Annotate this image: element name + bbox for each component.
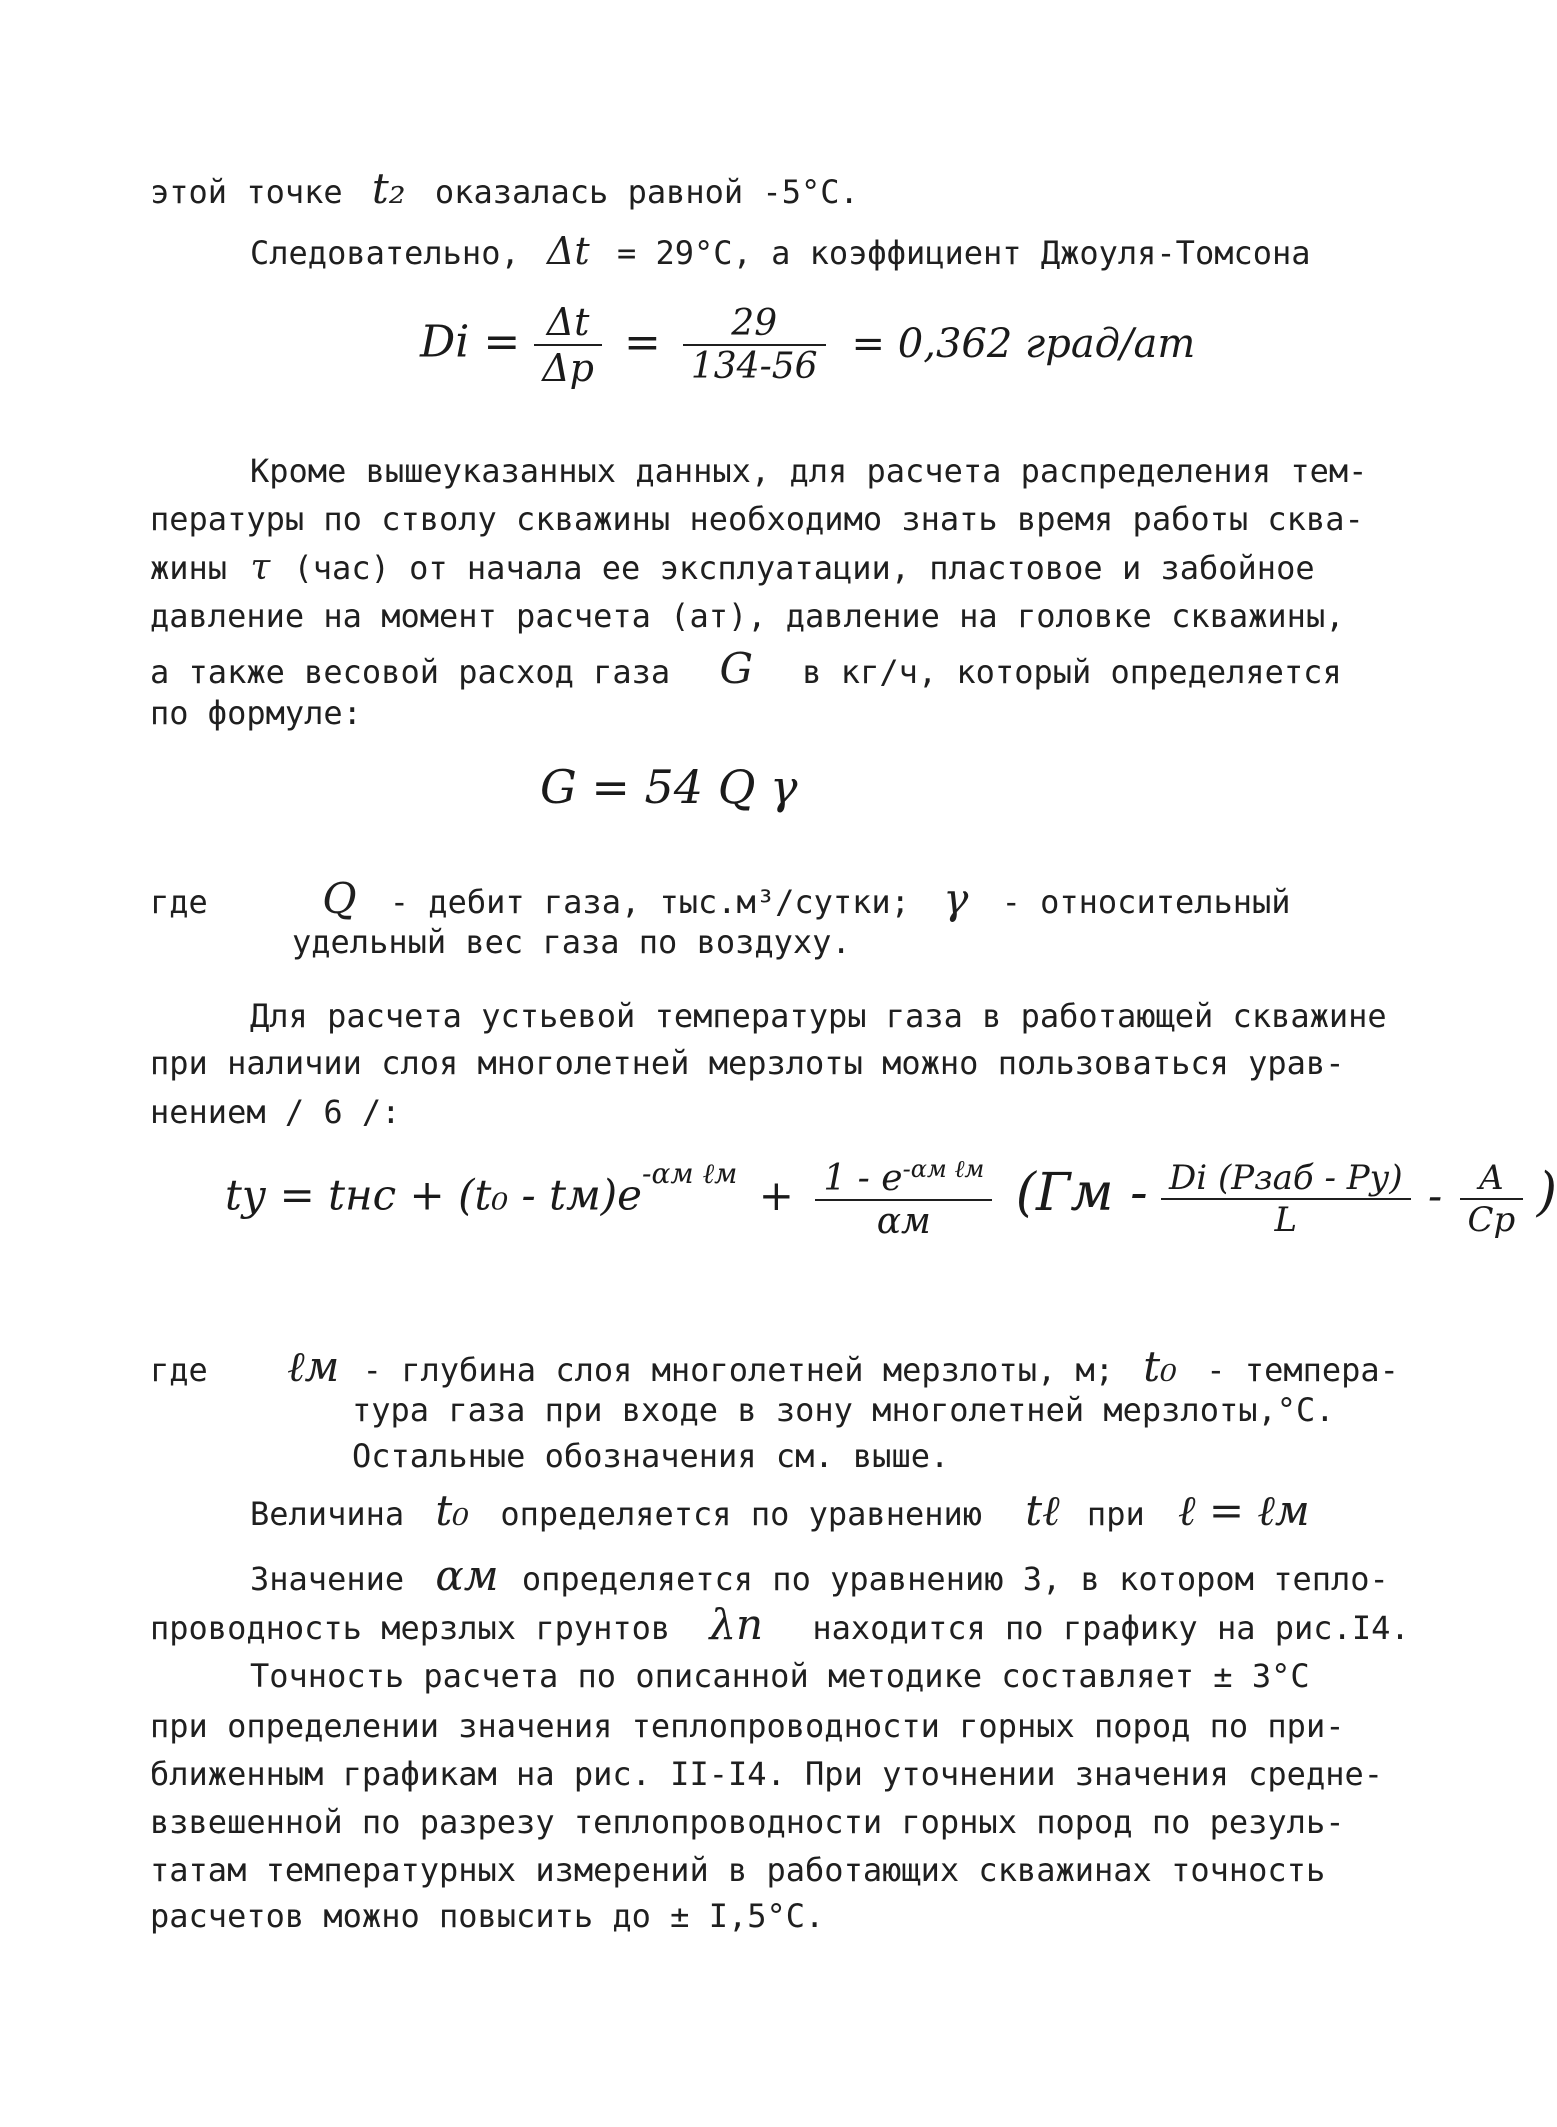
text-line: по формуле:: [150, 694, 362, 732]
text-fragment: (час) от начала ее эксплуатации, пластовое и забойное: [293, 549, 1315, 587]
parenthesis-open: (Гм -: [1015, 1162, 1148, 1223]
text-line: татам температурных измерений в работающих скважинах точность: [150, 1851, 1326, 1889]
formula-gas-flow: G = 54 Q γ: [540, 760, 798, 814]
symbol-gamma: γ: [943, 874, 969, 923]
text-fragment: - темпера-: [1206, 1351, 1399, 1389]
text-fragment: Следовательно,: [250, 234, 520, 272]
symbol-l-eq-lm: ℓ = ℓм: [1177, 1486, 1310, 1535]
symbol-lambda-p: λп: [709, 1600, 764, 1649]
minus-sign: -: [1427, 1170, 1443, 1220]
symbol-l-m: ℓм: [287, 1342, 340, 1391]
text-line: расчетов можно повысить до ± I,5°С.: [150, 1897, 825, 1935]
text-line: нением / 6 /:: [150, 1093, 401, 1131]
exponent: -αм ℓм: [902, 1155, 985, 1183]
text-line: [150, 1342, 1399, 1391]
formula-joule-thomson: [420, 300, 1195, 390]
exponent: -αм ℓм: [642, 1156, 738, 1190]
text-fragment: оказалась равной -5°С.: [434, 173, 859, 211]
plus-sign: +: [758, 1170, 794, 1220]
text-fragment: Значение: [250, 1560, 405, 1598]
fraction-numerator: A: [1479, 1157, 1504, 1198]
symbol-G: G: [719, 644, 753, 693]
text-fragment: где: [150, 1351, 208, 1389]
text-line: удельный вес газа по воздуху.: [292, 923, 851, 961]
text-line: взвешенной по разрезу теплопроводности горных пород по резуль-: [150, 1803, 1345, 1841]
text-line: давление на момент расчета (ат), давление на головке скважины,: [150, 597, 1345, 635]
fraction-di: [1161, 1158, 1411, 1240]
text-fragment: находится по графику на рис.I4.: [812, 1609, 1410, 1647]
numerator-text: 1 - e: [823, 1158, 903, 1199]
text-fragment: где: [150, 883, 208, 921]
text-line: [150, 164, 859, 213]
text-line: ближенным графикам на рис. II-I4. При уточнении значения средне-: [150, 1755, 1383, 1793]
fraction-denominator: L: [1161, 1198, 1411, 1240]
symbol-alpha-m: αм: [435, 1551, 499, 1600]
text-line: пературы по стволу скважины необходимо знать время работы сква-: [150, 500, 1364, 538]
symbol-Q: Q: [322, 874, 357, 923]
fraction-29: [683, 303, 826, 387]
text-line: тура газа при входе в зону многолетней мерзлоты,°С.: [352, 1391, 1335, 1429]
text-line: Для расчета устьевой температуры газа в работающей скважине: [250, 997, 1387, 1035]
symbol-t0: t₀: [435, 1486, 470, 1535]
equals-sign: =: [623, 316, 661, 368]
fraction-a-cp: [1460, 1158, 1524, 1240]
symbol-t2: t₂: [371, 164, 406, 213]
formula-lhs: tу = tнс + (t₀ - tм)e: [225, 1170, 643, 1220]
text-fragment: - глубина слоя многолетней мерзлоты, м;: [362, 1351, 1115, 1389]
formula-lhs: Di =: [420, 316, 521, 368]
symbol-t0: t₀: [1143, 1342, 1177, 1391]
text-line: [150, 547, 1315, 588]
text-fragment: - дебит газа, тыс.м³/сутки;: [389, 883, 910, 921]
text-line: при определении значения теплопроводности горных пород по при-: [150, 1707, 1345, 1745]
text-line: Кроме вышеуказанных данных, для расчета распределения тем-: [250, 452, 1368, 490]
fraction-exp: [815, 1155, 992, 1242]
fraction-denominator: 134-56: [683, 344, 826, 387]
text-fragment: определяется по уравнению: [500, 1495, 983, 1533]
text-fragment: определяется по уравнению 3, в котором тепло-: [521, 1560, 1389, 1598]
fraction-dt-dp: [534, 300, 602, 390]
text-fragment: жины: [150, 549, 228, 587]
symbol-delta-t: Δt: [546, 229, 590, 273]
text-line: [250, 229, 1311, 273]
text-line: [150, 874, 1291, 923]
symbol-tau: τ: [250, 547, 271, 588]
text-fragment: в кг/ч, который определяется: [802, 653, 1342, 691]
text-fragment: = 29°С, а коэффициент Джоуля-Томсона: [616, 234, 1311, 272]
text-line: Остальные обозначения см. выше.: [352, 1437, 950, 1475]
text-fragment: а также весовой расход газа: [150, 653, 671, 691]
parenthesis-close: ): [1536, 1162, 1557, 1223]
fraction-denominator: αм: [815, 1199, 992, 1242]
text-line: Точность расчета по описанной методике составляет ± 3°С: [250, 1657, 1310, 1695]
fraction-numerator: Di (Pзаб - Pу): [1169, 1157, 1403, 1198]
fraction-numerator: 29: [731, 303, 778, 344]
text-line: [250, 1486, 1310, 1535]
text-fragment: проводность мерзлых грунтов: [150, 1609, 671, 1647]
text-fragment: этой точке: [150, 173, 343, 211]
formula-rhs: = 0,362 град/ат: [851, 320, 1196, 367]
formula-wellhead-temperature: [225, 1155, 1557, 1242]
text-line: [250, 1551, 1389, 1600]
fraction-numerator: [815, 1155, 992, 1199]
text-line: [150, 1600, 1410, 1649]
text-fragment: при: [1086, 1495, 1145, 1533]
fraction-denominator: Δp: [534, 344, 602, 390]
fraction-denominator: Cp: [1460, 1198, 1524, 1240]
symbol-t-l: tℓ: [1025, 1486, 1060, 1535]
text-fragment: Величина: [250, 1495, 405, 1533]
text-fragment: - относительный: [1001, 883, 1291, 921]
text-line: [150, 644, 1342, 693]
fraction-numerator: Δt: [546, 300, 590, 344]
text-line: при наличии слоя многолетней мерзлоты можно пользоваться урав-: [150, 1044, 1345, 1082]
